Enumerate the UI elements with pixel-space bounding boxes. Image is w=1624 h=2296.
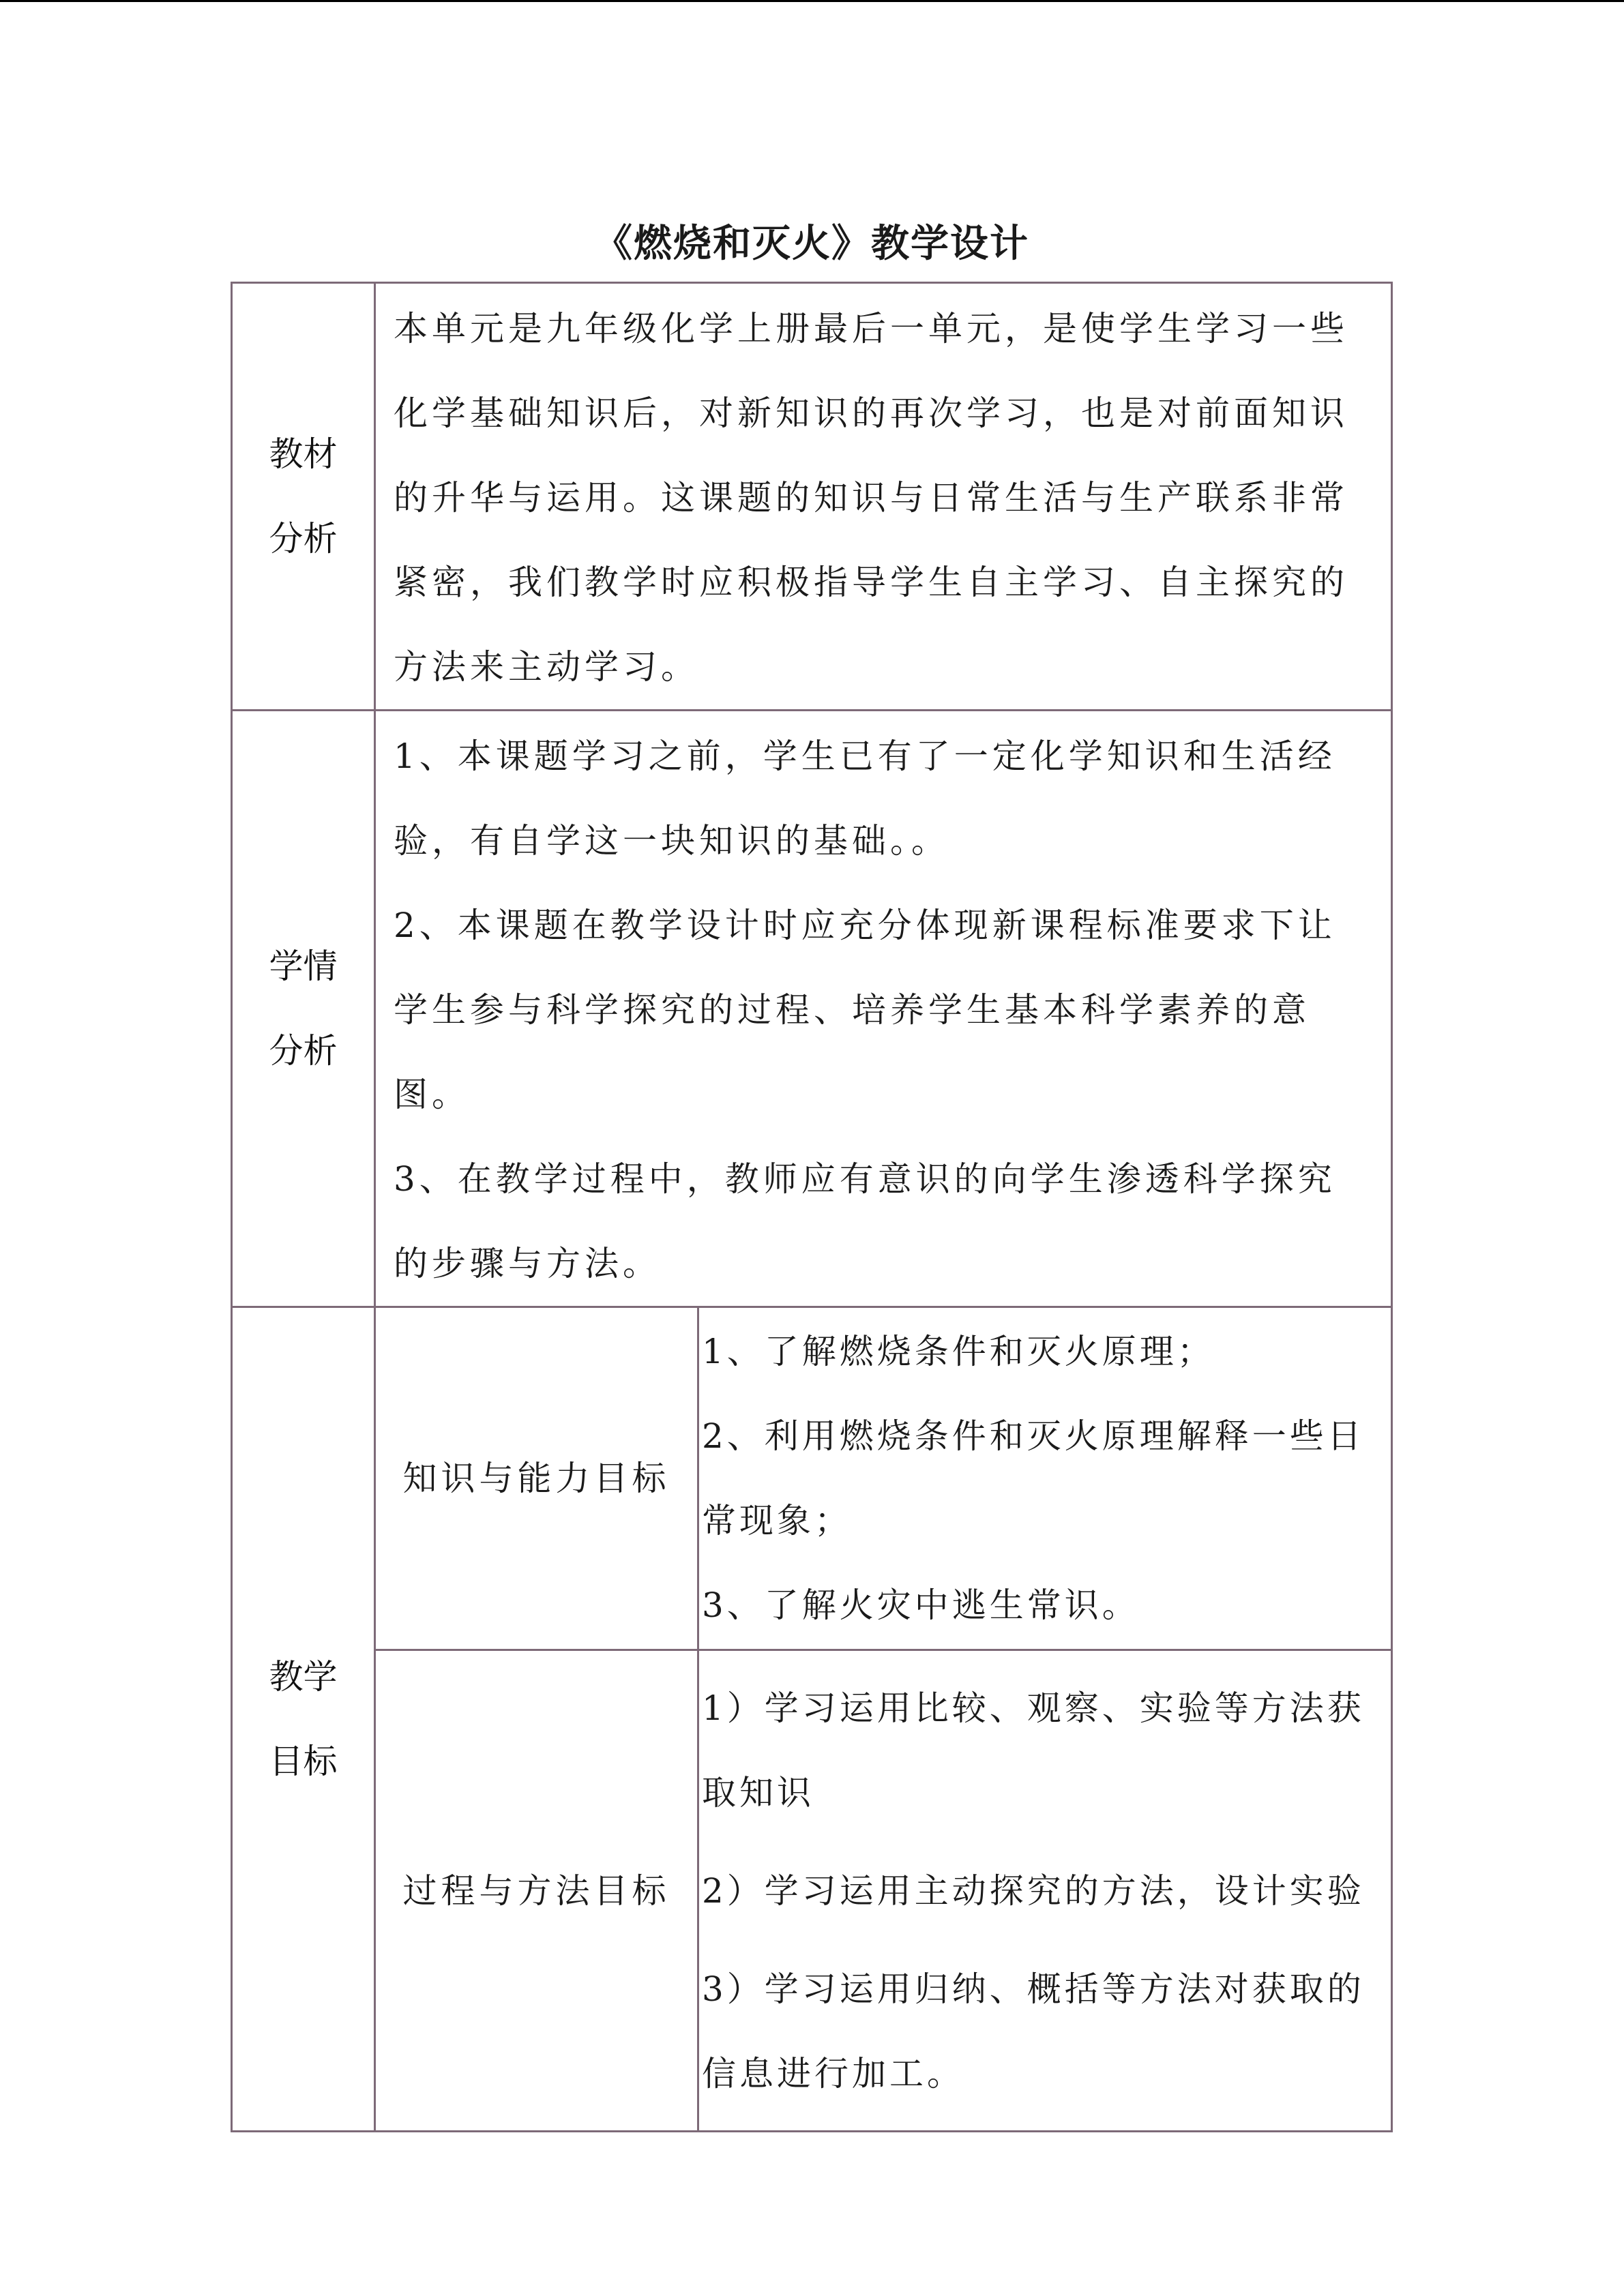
row-process-goals [232, 1650, 1392, 2132]
student-analysis-label-line2: 分析 [269, 1031, 338, 1071]
process-goal-3: 3）学习运用归纳、概括等方法对获取的信息进行加工。 [702, 1969, 1365, 2093]
knowledge-goals-content [698, 1307, 1392, 1650]
process-goals-content [698, 1650, 1392, 2132]
knowledge-goal-2: 2、利用燃烧条件和灭火原理解释一些日常现象； [702, 1416, 1365, 1540]
teaching-goals-label-line2: 目标 [269, 1742, 338, 1781]
process-goal-2: 2）学习运用主动探究的方法，设计实验 [702, 1870, 1365, 1911]
material-analysis-label-line2: 分析 [269, 519, 338, 558]
material-analysis-content [375, 283, 1392, 711]
process-goal-1: 1）学习运用比较、观察、实验等方法获取知识 [702, 1688, 1365, 1813]
student-analysis-item-2: 2、本课题在教学设计时应充分体现新课程标准要求下让学生参与科学探究的过程、培养学生基本科学素养的意图。 [394, 906, 1336, 1114]
knowledge-goals-label: 知识与能力目标 [375, 1307, 698, 1650]
student-analysis-label-line1: 学情 [269, 946, 338, 986]
student-analysis-label [232, 711, 375, 1307]
knowledge-goal-1: 1、了解燃烧条件和灭火原理； [702, 1332, 1215, 1371]
lesson-design-table [231, 282, 1393, 2132]
row-material-analysis [232, 283, 1392, 711]
teaching-goals-label-line1: 教学 [269, 1657, 338, 1697]
process-goals-label: 过程与方法目标 [375, 1650, 698, 2132]
row-knowledge-goals [232, 1307, 1392, 1650]
material-analysis-text: 本单元是九年级化学上册最后一单元，是使学生学习一些化学基础知识后，对新知识的再次学习，也是对前面知识的升华与运用。这课题的知识与日常生活与生产联系非常紧密，我们教学时应积极指导学生自主学习、自主探究的方法来主动学习。 [394, 309, 1348, 687]
material-analysis-label [232, 283, 375, 711]
student-analysis-item-1: 1、本课题学习之前，学生已有了一定化学知识和生活经验，有自学这一块知识的基础。。 [394, 736, 1336, 861]
material-analysis-label-line1: 教材 [269, 434, 338, 474]
student-analysis-item-3: 3、在教学过程中，教师应有意识的向学生渗透科学探究的步骤与方法。 [394, 1159, 1336, 1283]
top-border-line [0, 0, 1624, 2]
student-analysis-content [375, 711, 1392, 1307]
knowledge-goal-3: 3、了解火灾中逃生常识。 [702, 1585, 1140, 1625]
document-title: 《燃烧和灭火》教学设计 [594, 222, 1029, 266]
teaching-goals-label [232, 1307, 375, 2132]
row-student-analysis [232, 711, 1392, 1307]
